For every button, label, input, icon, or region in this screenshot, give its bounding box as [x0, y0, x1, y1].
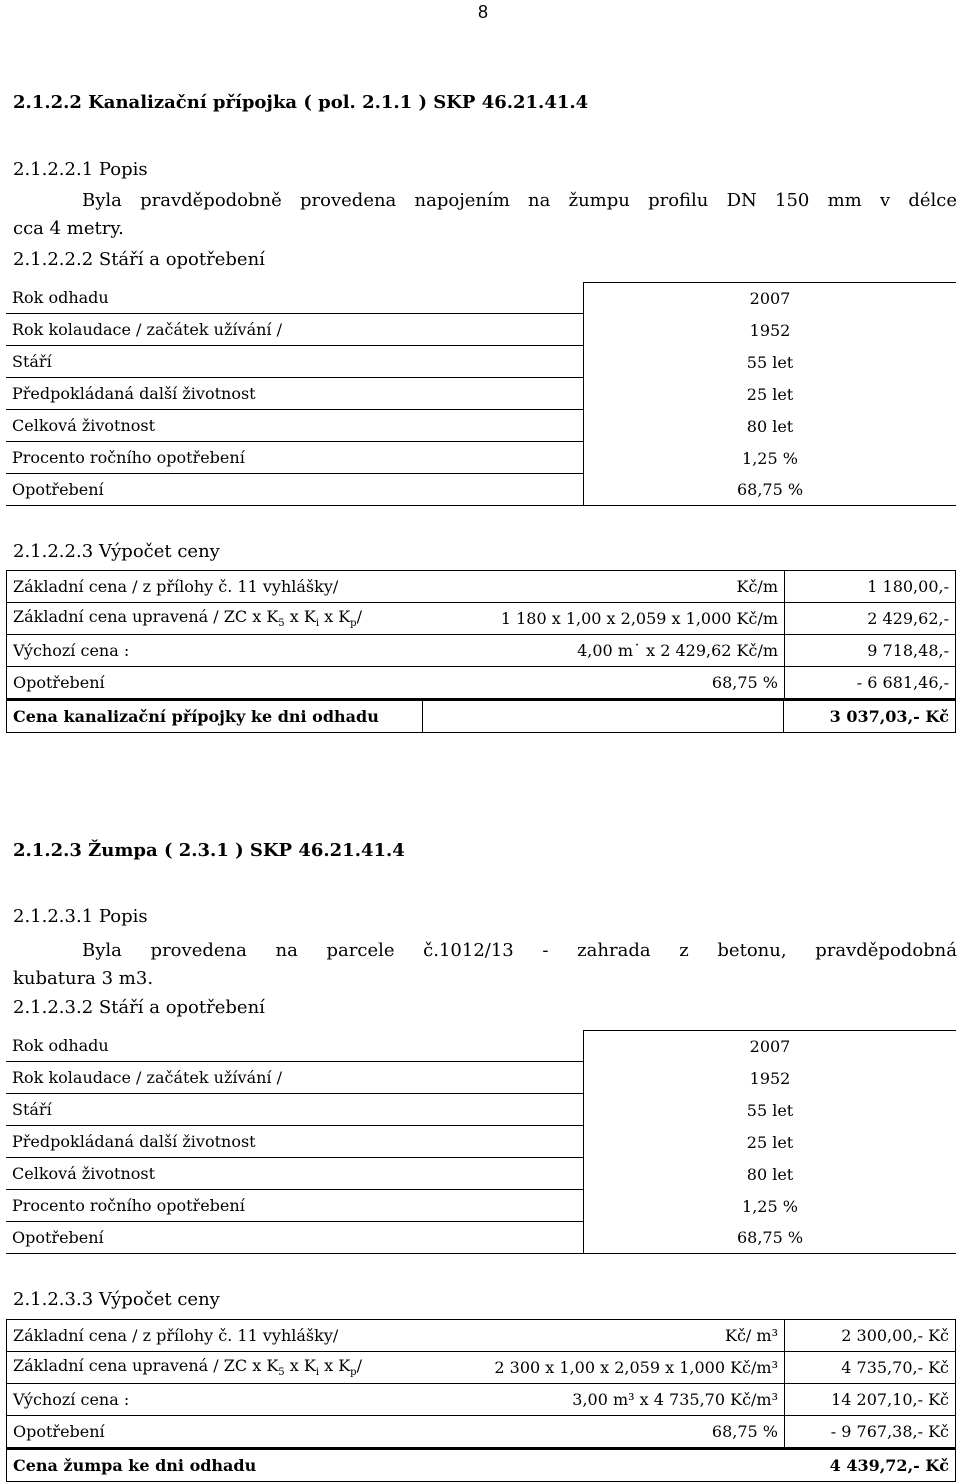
- row-value: 2 429,62,-: [784, 603, 955, 635]
- row-label: Opotřebení: [6, 474, 583, 506]
- row-value: 55 let: [583, 1094, 956, 1126]
- total-row: [7, 1448, 955, 1481]
- total-value: 3 037,03,- Kč: [784, 699, 955, 732]
- row-value: 2007: [583, 1030, 956, 1062]
- row-label: Opotřebení: [7, 1416, 422, 1448]
- row-label: Předpokládaná další životnost: [6, 1126, 583, 1158]
- row-value: 2 300,00,- Kč: [784, 1320, 955, 1352]
- total-value: 4 439,72,- Kč: [784, 1448, 955, 1481]
- table-row: [7, 603, 955, 635]
- table-row: [7, 635, 955, 667]
- row-label: Rok kolaudace / začátek užívání /: [6, 314, 583, 346]
- section-heading-zumpa: 2.1.2.3 Žumpa ( 2.3.1 ) SKP 46.21.41.4: [13, 840, 405, 861]
- row-label: Základní cena upravená / ZC x $K_5$ x $K_i$ x $K_p/$: [7, 603, 422, 635]
- table-row: [7, 1352, 955, 1384]
- table-row: [6, 346, 956, 378]
- row-value: 9 718,48,-: [784, 635, 955, 667]
- row-value: 1,25 %: [583, 1190, 956, 1222]
- popis-paragraph: [13, 937, 957, 993]
- total-gap: [422, 1448, 784, 1481]
- table-row: [7, 667, 955, 699]
- row-label: Celková životnost: [6, 410, 583, 442]
- row-calc: 2 300 x 1,00 x 2,059 x 1,000 Kč/m³: [422, 1352, 784, 1384]
- row-calc: 3,00 m³ x 4 735,70 Kč/m³: [422, 1384, 784, 1416]
- total-row: [7, 699, 955, 732]
- table-row: [6, 1062, 956, 1094]
- row-value: 68,75 %: [583, 474, 956, 506]
- row-value: 1 180,00,-: [784, 571, 955, 603]
- row-value: - 6 681,46,-: [784, 667, 955, 699]
- row-value: 25 let: [583, 378, 956, 410]
- row-label: Předpokládaná další životnost: [6, 378, 583, 410]
- row-value: 80 let: [583, 1158, 956, 1190]
- total-gap: [422, 699, 784, 732]
- popis-heading: 2.1.2.3.1 Popis: [13, 906, 148, 927]
- row-value: 80 let: [583, 410, 956, 442]
- table-row: [7, 1320, 955, 1352]
- popis-line: Byla provedena na parcele č.1012/13 - zahrada z betonu, pravděpodobná: [82, 940, 957, 961]
- popis-paragraph: [13, 187, 957, 243]
- stari-table: [6, 282, 956, 506]
- row-label: Opotřebení: [6, 1222, 583, 1254]
- section-heading-kanalizacni-pripojka: 2.1.2.2 Kanalizační přípojka ( pol. 2.1.1 ) SKP 46.21.41.4: [13, 92, 589, 113]
- table-row: [7, 1384, 955, 1416]
- row-value: 4 735,70,- Kč: [784, 1352, 955, 1384]
- row-label: Procento ročního opotřebení: [6, 442, 583, 474]
- vypocet-heading: 2.1.2.3.3 Výpočet ceny: [13, 1289, 220, 1310]
- table-row: [6, 442, 956, 474]
- row-label: Základní cena / z přílohy č. 11 vyhlášky/: [7, 571, 422, 603]
- row-label: Rok odhadu: [6, 282, 583, 314]
- table-row: [6, 1030, 956, 1062]
- table-row: [6, 1222, 956, 1254]
- row-label: Základní cena upravená / ZC x $K_5$ x $K_i$ x $K_p/$: [7, 1352, 422, 1384]
- table-row: [6, 1094, 956, 1126]
- vypocet-heading: 2.1.2.2.3 Výpočet ceny: [13, 541, 220, 562]
- row-value: 1952: [583, 314, 956, 346]
- row-label: Výchozí cena :: [7, 635, 422, 667]
- stari-heading: 2.1.2.2.2 Stáří a opotřebení: [13, 249, 265, 270]
- row-value: 1952: [583, 1062, 956, 1094]
- popis-heading: 2.1.2.2.1 Popis: [13, 159, 148, 180]
- row-calc: 68,75 %: [422, 667, 784, 699]
- table-row: [6, 378, 956, 410]
- row-value: 68,75 %: [583, 1222, 956, 1254]
- row-label: Procento ročního opotřebení: [6, 1190, 583, 1222]
- table-row: [7, 571, 955, 603]
- total-label: Cena žumpa ke dni odhadu: [7, 1448, 422, 1481]
- row-value: 2007: [583, 282, 956, 314]
- row-value: - 9 767,38,- Kč: [784, 1416, 955, 1448]
- row-calc: 4,00 m˙ x 2 429,62 Kč/m: [422, 635, 784, 667]
- row-label: Stáří: [6, 1094, 583, 1126]
- row-value: 1,25 %: [583, 442, 956, 474]
- vypocet-table: [6, 1319, 956, 1482]
- row-label: Stáří: [6, 346, 583, 378]
- row-value: 14 207,10,- Kč: [784, 1384, 955, 1416]
- row-calc: Kč/ m³: [422, 1320, 784, 1352]
- row-label: Rok kolaudace / začátek užívání /: [6, 1062, 583, 1094]
- row-calc: 68,75 %: [422, 1416, 784, 1448]
- row-label: Celková životnost: [6, 1158, 583, 1190]
- total-label: Cena kanalizační přípojky ke dni odhadu: [7, 699, 422, 732]
- table-row: [6, 410, 956, 442]
- popis-line: cca 4 metry.: [13, 218, 124, 239]
- row-label: Výchozí cena :: [7, 1384, 422, 1416]
- row-label: Základní cena / z přílohy č. 11 vyhlášky/: [7, 1320, 422, 1352]
- row-label: Rok odhadu: [6, 1030, 583, 1062]
- popis-line: kubatura 3 m3.: [13, 968, 154, 989]
- row-value: 25 let: [583, 1126, 956, 1158]
- table-row: [6, 474, 956, 506]
- table-row: [6, 1126, 956, 1158]
- stari-heading: 2.1.2.3.2 Stáří a opotřebení: [13, 997, 265, 1018]
- vypocet-table: [6, 570, 956, 733]
- table-row: [6, 282, 956, 314]
- table-row: [6, 1158, 956, 1190]
- table-row: [7, 1416, 955, 1448]
- stari-table: [6, 1030, 956, 1254]
- row-value: 55 let: [583, 346, 956, 378]
- table-row: [6, 314, 956, 346]
- table-row: [6, 1190, 956, 1222]
- page-number: 8: [478, 2, 489, 22]
- row-calc: Kč/m: [422, 571, 784, 603]
- popis-line: Byla pravděpodobně provedena napojením na žumpu profilu DN 150 mm v délce: [82, 190, 957, 211]
- row-calc: 1 180 x 1,00 x 2,059 x 1,000 Kč/m: [422, 603, 784, 635]
- row-label: Opotřebení: [7, 667, 422, 699]
